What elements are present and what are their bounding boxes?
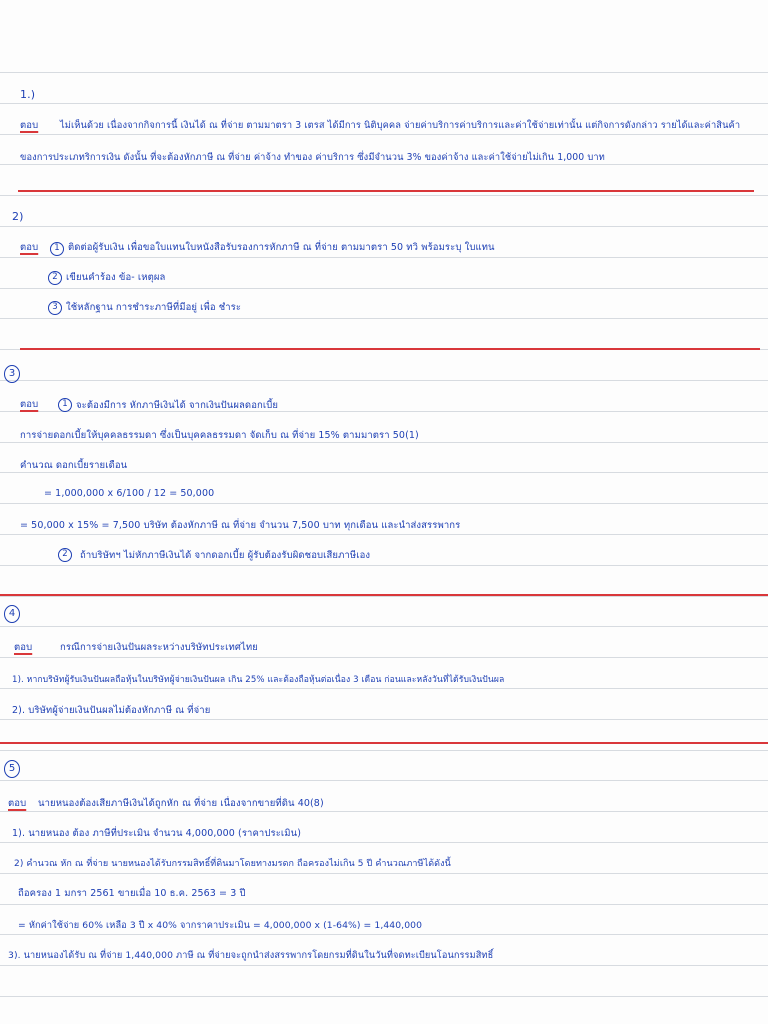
ruled-line (0, 534, 768, 535)
q5-heading: นายหนองต้องเสียภาษีเงินได้ถูกหัก ณ ที่จ่าย เนื่องจากขายที่ดิน 40(8) (38, 798, 324, 809)
ruled-line (0, 688, 768, 689)
ruled-line (0, 904, 768, 905)
ruled-line (0, 780, 768, 781)
q2-item-3: ใช้หลักฐาน การชำระภาษีที่มีอยู่ เพื่อ ชำระ (66, 302, 242, 313)
q4-heading: กรณีการจ่ายเงินปันผลระหว่างบริษัทประเทศไทย (60, 642, 258, 653)
ruled-line (0, 195, 768, 196)
q2-item-3-marker: 3 (48, 301, 62, 315)
q5-line-3: ถือครอง 1 มกรา 2561 ขายเมื่อ 10 ธ.ค. 2563 = 3 ปี (18, 888, 246, 899)
q3-formula-1: = 1,000,000 x 6/100 / 12 = 50,000 (44, 488, 215, 499)
ruled-line (0, 103, 768, 104)
ruled-line (0, 565, 768, 566)
q2-item-2: เขียนคำร้อง ข้อ- เหตุผล (66, 272, 166, 283)
q1-line-1: ไม่เห็นด้วย เนื่องจากกิจการนี้ เงินได้ ณ ที่จ่าย ตามมาตรา 3 เตรส ได้มีการ นิติบุคคล จ่ายค่าบริการค่าบริการและค่าใช้จ่ายเท่านั้น แต่กิจการดังกล่าว รายได้และค่าสินค้า (60, 120, 741, 131)
ruled-line (0, 626, 768, 627)
q2-item-1: ติดต่อผู้รับเงิน เพื่อขอใบแทนใบหนังสือรับรองการหักภาษี ณ ที่จ่าย ตามมาตรา 50 ทวิ พร้อมระบุ ใบแทน (68, 242, 495, 253)
ruled-line (0, 965, 768, 966)
q3-formula-2: = 50,000 x 15% = 7,500 บริษัท ต้องหักภาษี ณ ที่จ่าย จำนวน 7,500 บาท ทุกเดือน และนำส่งสรรพากร (20, 520, 461, 531)
q4-line-1: 1). หากบริษัทผู้รับเงินปันผลถือหุ้นในบริษัทผู้จ่ายเงินปันผล เกิน 25% และต้องถือหุ้นต่อเนื่อง 3 เดือน ก่อนและหลังวันที่ได้รับเงินปันผล (12, 675, 505, 685)
ruled-line (0, 719, 768, 720)
ruled-line (0, 72, 768, 73)
q3-item-2-marker: 2 (58, 548, 72, 562)
q3-item-2: ถ้าบริษัทฯ ไม่หักภาษีเงินได้ จากดอกเบี้ย ผู้รับต้องรับผิดชอบเสียภาษีเอง (80, 550, 371, 561)
q5-line-1: 1). นายหนอง ต้อง ภาษีที่ประเมิน จำนวน 4,000,000 (ราคาประเมิน) (12, 828, 302, 839)
q2-item-1-marker: 1 (50, 242, 64, 256)
q3-item-1-marker: 1 (58, 398, 72, 412)
q5-line-5: 3). นายหนองได้รับ ณ ที่จ่าย 1,440,000 ภาษี ณ ที่จ่ายจะถูกนำส่งสรรพากรโดยกรมที่ดินในวันที่จดทะเบียนโอนกรรมสิทธิ์ (8, 950, 494, 961)
ruled-line (0, 318, 768, 319)
q4-number: 4 (4, 605, 20, 623)
q4-answer-label: ตอบ (14, 642, 33, 653)
q3-line-b: คำนวณ ดอกเบี้ยรายเดือน (20, 460, 128, 471)
ruled-line (0, 288, 768, 289)
ruled-line (0, 503, 768, 504)
q2-number: 2) (12, 210, 24, 223)
q5-number: 5 (4, 760, 20, 778)
q3-item-1: จะต้องมีการ หักภาษีเงินได้ จากเงินปันผลดอกเบี้ย (76, 400, 278, 411)
q1-answer-label: ตอบ (20, 120, 39, 131)
ruled-line (0, 226, 768, 227)
ruled-line (0, 811, 768, 812)
ruled-line (0, 842, 768, 843)
q2-answer-label: ตอบ (20, 242, 39, 253)
q1-number: 1.) (20, 88, 36, 101)
ruled-line (0, 873, 768, 874)
q3-number: 3 (4, 365, 20, 383)
q3-line-a: การจ่ายดอกเบี้ยให้บุคคลธรรมดา ซึ่งเป็นบุคคลธรรมดา จัดเก็บ ณ ที่จ่าย 15% ตามมาตรา 50(1) (20, 430, 419, 441)
section-divider (0, 742, 768, 744)
section-divider (20, 348, 760, 350)
q3-answer-label: ตอบ (20, 399, 39, 410)
ruled-line (0, 134, 768, 135)
ruled-line (0, 657, 768, 658)
section-divider (0, 594, 768, 596)
ruled-line (0, 750, 768, 751)
q5-line-2: 2) คำนวณ หัก ณ ที่จ่าย นายหนองได้รับกรรมสิทธิ์ที่ดินมาโดยทางมรดก ถือครองไม่เกิน 5 ปี คำนวณภาษีได้ดังนี้ (14, 859, 451, 869)
ruled-line (0, 380, 768, 381)
q5-line-4: = หักค่าใช้จ่าย 60% เหลือ 3 ปี x 40% จากราคาประเมิน = 4,000,000 x (1-64%) = 1,440,000 (18, 920, 423, 931)
section-divider (18, 190, 754, 192)
ruled-line (0, 996, 768, 997)
q4-line-2: 2). บริษัทผู้จ่ายเงินปันผลไม่ต้องหักภาษี ณ ที่จ่าย (12, 705, 211, 716)
q1-line-2: ของการประเภทริการเงิน ดังนั้น ที่จะต้องหักภาษี ณ ที่จ่าย ค่าจ้าง ทำของ ค่าบริการ ซึ่งมีจำนวน 3% ของค่าจ้าง และค่าใช้จ่ายไม่เกิน 1,000 บาท (20, 152, 605, 163)
q2-item-2-marker: 2 (48, 271, 62, 285)
ruled-line (0, 934, 768, 935)
ruled-line (0, 596, 768, 597)
ruled-line (0, 257, 768, 258)
q5-answer-label: ตอบ (8, 798, 27, 809)
